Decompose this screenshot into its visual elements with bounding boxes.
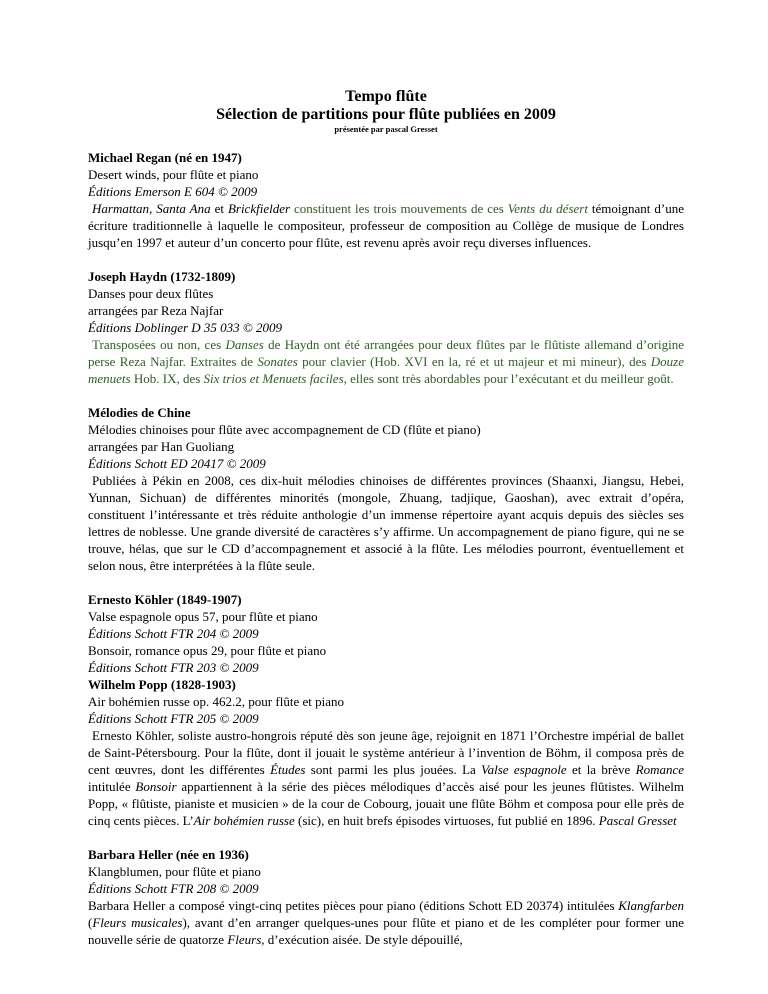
entry-kohler-popp bbox=[88, 591, 684, 829]
composer-heading: Michael Regan (né en 1947) bbox=[88, 150, 242, 165]
reviewer-signature: Pascal Gresset bbox=[598, 813, 677, 828]
work-title: Desert winds, pour flûte et piano bbox=[88, 167, 259, 182]
work-title: Valse espagnole opus 57, pour flûte et piano bbox=[88, 609, 318, 624]
document-page bbox=[88, 88, 684, 965]
review-paragraph: Harmattan, Santa Ana et Brickfielder constituent les trois mouvements de ces Vents du désert témoignant d’une écriture traditionnelle à laquelle le compositeur, professeur de composition au Collège de musique de Londres jusqu’en 1997 et auteur d’un concerto pour flûte, est revenu après avoir reçu diverses influences. bbox=[88, 201, 684, 250]
composer-heading: Ernesto Köhler (1849-1907) bbox=[88, 592, 242, 607]
edition-reference: Éditions Doblinger D 35 033 © 2009 bbox=[88, 320, 283, 335]
work-title: Klangblumen, pour flûte et piano bbox=[88, 864, 261, 879]
edition-reference: Éditions Schott FTR 203 © 2009 bbox=[88, 660, 259, 675]
edition-reference: Éditions Schott FTR 205 © 2009 bbox=[88, 711, 259, 726]
page-subtitle: Sélection de partitions pour flûte publiées en 2009 bbox=[216, 106, 556, 123]
composer-heading: Wilhelm Popp (1828-1903) bbox=[88, 677, 236, 692]
review-paragraph: Publiées à Pékin en 2008, ces dix-huit mélodies chinoises de différentes provinces (Shaanxi, Jiangsu, Hebei, Yunnan, Sichuan) de différentes minorités (mongole, Zhuang, tadjique, Gaoshan), avec extrait d’opéra, constituent l’intéressante et très réduite anthologie d’un immense répertoire ayant acquis depuis des siècles ses lettres de noblesse. Une grande diversité de caractères s’y affirme. Un accompagnement de piano figure, qui ne se trouve, hélas, que sur le CD d’accompagnement et associé à la flûte. Les mélodies pourront, éventuellement et selon nous, être interprétées à la flûte seule. bbox=[88, 473, 684, 573]
edition-reference: Éditions Schott FTR 204 © 2009 bbox=[88, 626, 259, 641]
page-title: Tempo flûte bbox=[345, 88, 427, 105]
entry-regan bbox=[88, 149, 684, 251]
review-paragraph: Barbara Heller a composé vingt-cinq petites pièces pour piano (éditions Schott ED 20374) intitulées Klangfarben (Fleurs musicales), avant d’en arranger quelques-unes pour flûte et piano et de les compléter pour former une nouvelle série de quatorze Fleurs, d’exécution aisée. De style dépouillé, bbox=[88, 898, 684, 947]
work-title: Danses pour deux flûtes bbox=[88, 286, 214, 301]
review-paragraph: Transposées ou non, ces Danses de Haydn ont été arrangées pour deux flûtes par le flûtiste allemand d’origine perse Reza Najfar. Extraites de Sonates pour clavier (Hob. XVI en la, ré et ut majeur et mi mineur), des Douze menuets Hob. IX, des Six trios et Menuets faciles, elles sont très abordables pour l’exécutant et du meilleur goût. bbox=[88, 337, 684, 386]
edition-reference: Éditions Emerson E 604 © 2009 bbox=[88, 184, 258, 199]
entry-chine bbox=[88, 404, 684, 574]
composer-heading: Barbara Heller (née en 1936) bbox=[88, 847, 249, 862]
review-paragraph: Ernesto Köhler, soliste austro-hongrois réputé dès son jeune âge, rejoignit en 1871 l’Orchestre impérial de ballet de Saint-Pétersbourg. Pour la flûte, dont il jouait le système antérieur à l’invention de Böhm, il composa près de cent œuvres, dont les différentes Études sont parmi les plus jouées. La Valse espagnole et la brève Romance intitulée Bonsoir appartiennent à la série des pièces mélodiques d’accès aisé pour les jeunes flûtistes. Wilhelm Popp, « flûtiste, pianiste et musicien » de la cour de Cobourg, jouait une flûte Böhm et composa pour elle près de cinq cents pièces. L’Air bohémien russe (sic), en huit brefs épisodes virtuoses, fut publié en 1896. Pascal Gresset bbox=[88, 728, 684, 828]
arranger-line: arrangées par Han Guoliang bbox=[88, 439, 235, 454]
entry-haydn bbox=[88, 268, 684, 387]
edition-reference: Éditions Schott FTR 208 © 2009 bbox=[88, 881, 259, 896]
byline: présentée par pascal Gresset bbox=[334, 124, 438, 134]
edition-reference: Éditions Schott ED 20417 © 2009 bbox=[88, 456, 266, 471]
work-title: Mélodies chinoises pour flûte avec accompagnement de CD (flûte et piano) bbox=[88, 422, 481, 437]
entry-heller bbox=[88, 846, 684, 948]
work-title: Air bohémien russe op. 462.2, pour flûte et piano bbox=[88, 694, 344, 709]
collection-heading: Mélodies de Chine bbox=[88, 405, 191, 420]
composer-heading: Joseph Haydn (1732-1809) bbox=[88, 269, 236, 284]
arranger-line: arrangées par Reza Najfar bbox=[88, 303, 224, 318]
work-title: Bonsoir, romance opus 29, pour flûte et piano bbox=[88, 643, 327, 658]
